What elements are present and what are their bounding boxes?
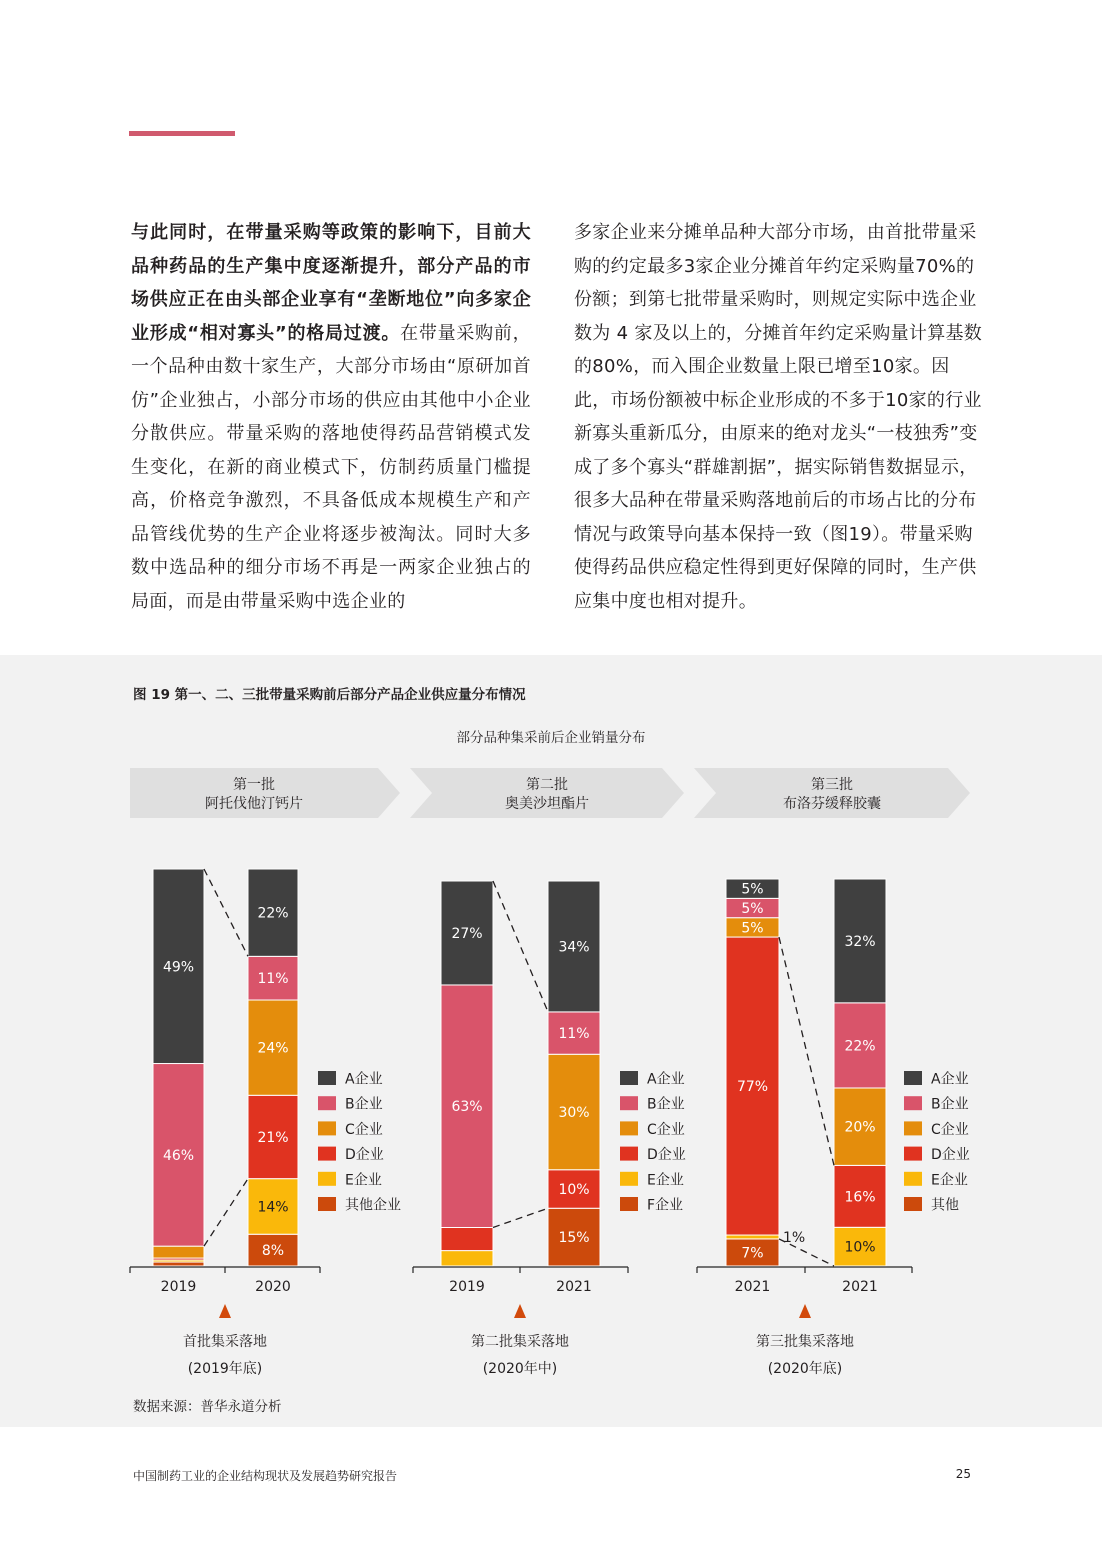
panel3-legend-swatch-D <box>904 1147 922 1161</box>
panel1-legend-swatch-F <box>318 1197 336 1211</box>
panel1-x-label-1: 2019 <box>160 1279 197 1295</box>
panel1-marker-label: 首批集采落地 <box>183 1334 267 1350</box>
panel3-x-label-1: 2021 <box>734 1279 771 1295</box>
panel3-bar-1-F-label: 7% <box>741 1245 764 1262</box>
panel2-header-batch: 第二批 <box>526 777 568 793</box>
panel1-connector-top <box>204 869 248 956</box>
panel3-legend-swatch-F <box>904 1197 922 1211</box>
panel3-legend-label-D: D企业 <box>931 1147 970 1164</box>
panel2-bar-2-A-label: 34% <box>558 939 590 956</box>
panel3-legend-label-C: C企业 <box>931 1121 969 1138</box>
panel3-bar-1-D-label: 77% <box>736 1079 769 1096</box>
panel1-triangle-marker <box>219 1304 231 1318</box>
panel2-legend-label-B: B企业 <box>647 1096 685 1113</box>
panel2-legend-label-A: A企业 <box>647 1071 685 1088</box>
panel2-legend-label-E: E企业 <box>647 1172 684 1189</box>
panel2-bar-2-F-label: 15% <box>558 1230 590 1247</box>
panel2-legend-swatch-F <box>620 1197 638 1211</box>
panel1-legend-swatch-A <box>318 1071 336 1085</box>
panel1-x-label-2: 2020 <box>255 1279 291 1295</box>
panel2-bar-2-C-label: 30% <box>558 1105 590 1121</box>
panel3-marker-label: 第三批集采落地 <box>756 1334 854 1350</box>
panel1-header-drug: 阿托伐他汀钙片 <box>205 796 303 812</box>
panel2-bar-1-E <box>441 1251 493 1266</box>
panel3-header-batch: 第三批 <box>811 777 853 793</box>
panel3-legend-swatch-C <box>904 1121 922 1135</box>
panel3-bar-2-B-label: 22% <box>844 1038 876 1055</box>
data-source: 数据来源：普华永道分析 <box>133 1399 282 1415</box>
panel2-bar-2-D-label: 10% <box>558 1182 590 1198</box>
panel3-bar-1-C-label: 5% <box>741 920 764 937</box>
panel1-legend-label-D: D企业 <box>345 1147 384 1164</box>
panel3-bar-2-E-label: 10% <box>844 1239 876 1256</box>
panel1-legend-label-A: A企业 <box>345 1071 383 1088</box>
body-left-text: 在带量采购前，一个品种由数十家生产，大部分市场由“原研加首仿”企业独占，小部分市场的供应由其他中小企业分散供应。带量采购的落地使得药品营销模式发生变化，在新的商业模式下，仿制药质量门槛提高，价格竞争激烈，不具备低成本规模生产和产品管线优势的生产企业将逐步被淘汰。同时大多数中选品种的细分市场不再是一两家企业独占的局面，而是由带量采购中选企业的 <box>131 322 531 612</box>
panel2-bar-2-B-label: 11% <box>558 1026 590 1043</box>
panel1-legend-label-E: E企业 <box>345 1172 382 1189</box>
panel3-legend-label-F: 其他 <box>931 1197 959 1214</box>
panel3-bar-1-E-label: 1% <box>783 1229 806 1246</box>
panel2-legend-label-C: C企业 <box>647 1121 685 1138</box>
panel2-legend-swatch-A <box>620 1071 638 1085</box>
figure-title: 图 19 第一、二、三批带量采购前后部分产品企业供应量分布情况 <box>133 687 526 703</box>
panel1-legend-label-B: B企业 <box>345 1096 383 1113</box>
panel3-connector-top <box>779 937 834 1165</box>
page-number: 25 <box>955 1467 971 1481</box>
panel2-x-label-2: 2021 <box>556 1279 592 1295</box>
accent-line <box>129 131 235 136</box>
panel3-bar-2-C-label: 20% <box>844 1119 876 1136</box>
panel3-legend-label-E: E企业 <box>931 1172 968 1189</box>
panel2-marker-label: 第二批集采落地 <box>471 1334 569 1350</box>
panel3-bar-1-B-label: 5% <box>741 901 764 918</box>
panel1-bar-1-A-label: 49% <box>162 959 195 976</box>
panel2-legend-swatch-D <box>620 1147 638 1161</box>
panel1-legend-swatch-C <box>318 1121 336 1135</box>
panel1-legend-swatch-D <box>318 1147 336 1161</box>
panel2-legend-swatch-C <box>620 1121 638 1135</box>
panel3-legend-swatch-A <box>904 1071 922 1085</box>
panel2-connector-bottom <box>493 1208 548 1227</box>
panel3-legend-swatch-B <box>904 1096 922 1110</box>
panel2-x-label-1: 2019 <box>449 1279 485 1295</box>
panel1-header-batch: 第一批 <box>233 777 275 793</box>
body-right-text: 多家企业来分摊单品种大部分市场，由首批带量采购的约定最多3家企业分摊首年约定采购量70%的份额；到第七批带量采购时，则规定实际中选企业数为 4 家及以上的，分摊首年约定采购量计算基数的80%，而入围企业数量上限已增至10家。因此，市场份额被中标企业形成的不多于10家的行业新寡头重新瓜分，由原来的绝对龙头“一枝独秀”变成了多个寡头“群雄割据”，据实际销售数据显示，很多大品种在带量采购落地前后的市场占比的分布情况与政策导向基本保持一致（图19）。带量采购使得药品供应稳定性得到更好保障的同时，生产供应集中度也相对提升。 <box>574 222 983 612</box>
panel2-bar-1-D <box>441 1228 493 1251</box>
panel1-bar-2-D-label: 21% <box>257 1129 289 1146</box>
panel2-connector-top <box>493 881 548 1012</box>
body-left-column <box>131 216 531 618</box>
panel1-bar-1-C <box>153 1246 204 1258</box>
panel1-legend-label-F: 其他企业 <box>345 1197 401 1214</box>
panel2-legend-label-D: D企业 <box>647 1147 686 1164</box>
panel3-legend-label-B: B企业 <box>931 1096 969 1113</box>
panel3-legend-swatch-E <box>904 1172 922 1186</box>
panel3-bar-1-E <box>726 1235 779 1239</box>
panel3-bar-1-A-label: 5% <box>741 881 764 898</box>
panel2-bar-1-A-label: 27% <box>451 925 483 942</box>
figure-subtitle: 部分品种集采前后企业销量分布 <box>456 730 646 746</box>
panel1-connector-bottom <box>204 1179 248 1246</box>
panel1-bar-1-F <box>153 1262 204 1266</box>
panel2-legend-swatch-E <box>620 1172 638 1186</box>
panel3-bar-2-D-label: 16% <box>844 1189 876 1206</box>
panel2-header-drug: 奥美沙坦酯片 <box>505 796 589 812</box>
panel1-bar-2-E-label: 14% <box>257 1199 289 1216</box>
panel1-legend-swatch-E <box>318 1172 336 1186</box>
panel2-bar-1-B-label: 63% <box>451 1099 483 1116</box>
body-bold-lead: 与此同时，在带量采购等政策的影响下，目前大品种药品的生产集中度逐渐提升，部分产品的市场供应正在由头部企业享有“垄断地位”向多家企业形成“相对寡头”的格局过渡。 <box>131 222 531 344</box>
panel3-bar-2-A-label: 32% <box>844 933 876 950</box>
panel1-bar-2-B-label: 11% <box>257 971 289 988</box>
panel3-header-drug: 布洛芬缓释胶囊 <box>783 796 881 812</box>
panel3-triangle-marker <box>799 1304 811 1318</box>
panel1-legend-swatch-B <box>318 1096 336 1110</box>
panel2-legend-swatch-B <box>620 1096 638 1110</box>
panel2-marker-date: (2020年中) <box>482 1361 558 1377</box>
panel1-legend-label-C: C企业 <box>345 1121 383 1138</box>
panel2-legend-label-F: F企业 <box>647 1197 684 1214</box>
body-right-column <box>574 216 984 618</box>
panel3-marker-date: (2020年底) <box>767 1361 843 1377</box>
chart-area <box>0 655 1102 1395</box>
panel3-legend-label-A: A企业 <box>931 1071 969 1088</box>
panel3-x-label-2: 2021 <box>842 1279 878 1295</box>
panel1-bar-1-B-label: 46% <box>162 1147 195 1164</box>
footer-report-title: 中国制药工业的企业结构现状及发展趋势研究报告 <box>133 1469 398 1483</box>
panel1-bar-2-C-label: 24% <box>257 1040 289 1057</box>
panel1-bar-2-F-label: 8% <box>261 1243 285 1260</box>
panel1-marker-date: (2019年底) <box>187 1361 263 1377</box>
panel1-bar-2-A-label: 22% <box>257 905 289 922</box>
panel2-triangle-marker <box>514 1304 526 1318</box>
